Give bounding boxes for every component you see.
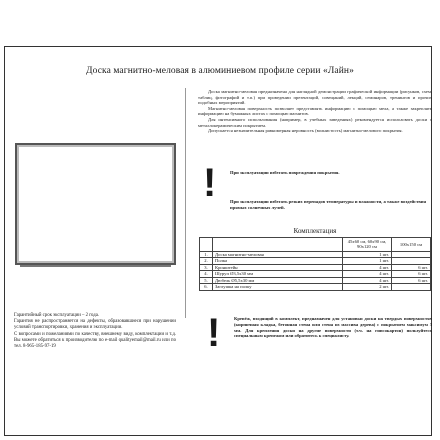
kit-title: Комплектация [293, 227, 337, 235]
row-number: 2. [200, 258, 213, 265]
row-item: Дюбель Ø5,5х30 мм [213, 277, 343, 284]
guarantee-line: Гарантия не распространяется на дефекты, образовавшиеся при нарушении условий транспортировки, хранения и эксплуатации. [14, 319, 176, 331]
row-qty-large: 6 шт. [392, 271, 431, 278]
row-qty-small: 1 шт. [343, 251, 392, 258]
warning-exclamation-icon: ! [203, 161, 217, 205]
row-item: Полка [213, 258, 343, 265]
row-qty-small: 4 шт. [343, 271, 392, 278]
kit-header-cell: 100х150 см [392, 238, 431, 252]
row-number: 1. [200, 251, 213, 258]
whiteboard-shelf-illustration [20, 265, 171, 267]
row-qty-large [392, 284, 431, 291]
description-paragraph: Для интенсивного использования (например, в учебных заведениях) рекомендуется использовать доски с металлокерамическим покрытием. [198, 116, 432, 128]
row-number: 6. [200, 284, 213, 291]
note-exclamation-icon: ! [207, 311, 221, 355]
row-number: 4. [200, 271, 213, 278]
row-qty-large: 6 шт. [392, 277, 431, 284]
description-block [198, 89, 432, 134]
row-item: Доска магнитно-меловая [213, 251, 343, 258]
row-number: 3. [200, 264, 213, 271]
column-divider [185, 88, 186, 318]
row-number: 5. [200, 277, 213, 284]
description-paragraph: Магнитно-меловая поверхность позволяет представлять информацию с помощью мела, а также закреплять информацию на бумажных листах с помощью магнитов. [198, 105, 432, 117]
description-paragraph: Доска магнитно-меловая предназначена для наглядной демонстрации графической информации (рисунков, схем, таблиц, фотографий и т.п.) при проведении презентаций, совещаний, лекций, семинаров, тренингов и прочих подобных мероприятий. [198, 89, 432, 106]
kit-header-cell [213, 238, 343, 252]
kit-header-cell: 45х60 см, 60х90 см, 90х120 см [343, 238, 392, 252]
kit-header-row [200, 238, 431, 252]
guarantee-line: Гарантийный срок эксплуатации – 2 года. [14, 313, 100, 318]
row-qty-small: 2 шт. [343, 284, 392, 291]
row-qty-small: 1 шт. [343, 258, 392, 265]
guarantee-line: С вопросами и пожеланиями по качеству, внешнему виду, комплектации и т.д. Вы можете обратиться к производителю по e-mail qualityemail@mail.ru или по тел. 8-965-185-97-19 [14, 331, 176, 350]
page-title: Доска магнитно-меловая в алюминиевом профиле серии «Лайн» [86, 66, 354, 76]
whiteboard-illustration [15, 143, 176, 265]
row-item: Заглушка на полку [213, 284, 343, 291]
table-row [200, 284, 431, 291]
warning-text: При эксплуатации избегать резких перепадов температуры и влажности, а также воздействия прямых солнечных лучей. [230, 199, 427, 210]
description-paragraph: Допускается незначительная равномерная неровность (волнистость) магнитно-мелового покрытия. [208, 128, 403, 134]
mounting-note: Крепёж, входящий в комплект, предназначен для установки доски на твердых поверхностях (кирпичная кладка, бетонная стена или стена из массива дерева) с покрытием максимум 3 мм. Для крепления доски на другие поверхности (т.ч. на гипсокартон) пользуйтесь специальным крепежом или обратитесь к специалисту. [234, 316, 432, 339]
row-item: Шуруп Ø3,5х30 мм [213, 271, 343, 278]
warning-text: При эксплуатации избегать повреждения покрытия. [230, 170, 340, 175]
guarantee-block [14, 313, 176, 350]
kit-header-cell [200, 238, 213, 252]
row-qty-small: 4 шт. [343, 264, 392, 271]
row-qty-large: 6 шт. [392, 264, 431, 271]
kit-table [199, 237, 431, 291]
row-item: Кронштейн [213, 264, 343, 271]
row-qty-small: 4 шт. [343, 277, 392, 284]
